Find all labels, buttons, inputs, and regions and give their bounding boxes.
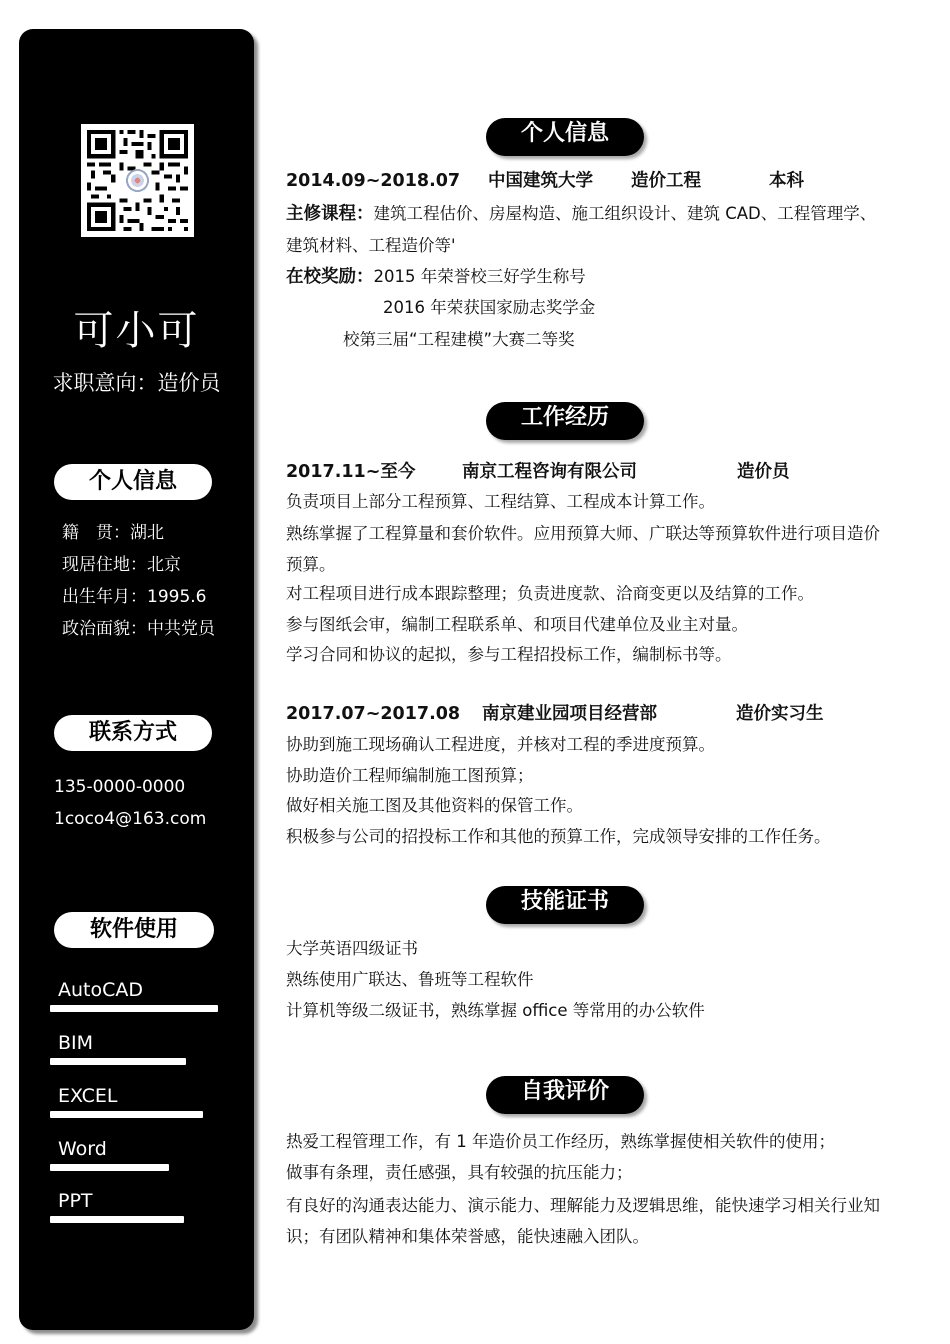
- job-duty: 协助到施工现场确认工程进度，并核对工程的季进度预算。: [286, 735, 715, 754]
- personal-info-list: [62, 520, 215, 648]
- award-item: 2016 年荣获国家励志奖学金: [383, 298, 596, 317]
- job-duty: 协助造价工程师编制施工图预算；: [286, 766, 534, 785]
- skill-bar-fill: [50, 1216, 184, 1223]
- skill-bar: [50, 1216, 218, 1223]
- job-period: 2017.07~2017.08: [286, 704, 461, 724]
- skill-ppt: [50, 1186, 220, 1223]
- job-duty: 参与图纸会审，编制工程联系单、和项目代建单位及业主对量。: [286, 615, 748, 634]
- self-eval-item: 热爱工程管理工作，有 1 年造价员工作经历，熟练掌握使相关软件的使用；: [286, 1132, 835, 1151]
- skill-name: Word: [58, 1138, 107, 1160]
- self-eval-item: 有良好的沟通表达能力、演示能力、理解能力及逻辑思维，能快速学习相关行业知识；有团队精神和集体荣誉感，能快速融入团队。: [286, 1196, 880, 1246]
- skill-excel: [50, 1081, 220, 1118]
- education-heading: 个人信息: [486, 118, 644, 156]
- job-position: 造价员: [737, 462, 790, 482]
- skill-name: AutoCAD: [58, 979, 144, 1001]
- skill-bar: [50, 1005, 218, 1012]
- education-period: 2014.09~2018.07: [286, 171, 461, 191]
- job-period: 2017.11~至今: [286, 462, 416, 482]
- education-major: 造价工程: [631, 171, 701, 191]
- awards-label: 在校奖励：: [286, 267, 374, 287]
- job-duty: 对工程项目进行成本跟踪整理；负责进度款、洽商变更以及结算的工作。: [286, 584, 814, 603]
- candidate-name: 可小可: [73, 308, 200, 354]
- skill-bim: [50, 1028, 220, 1065]
- job-intent: 求职意向：造价员: [52, 371, 221, 395]
- education-degree: 本科: [769, 171, 804, 191]
- skill-bar-fill: [50, 1164, 169, 1171]
- info-residence: 现居住地：北京: [62, 555, 181, 575]
- info-birth: 出生年月：1995.6: [62, 587, 207, 607]
- job-header-row: [286, 461, 886, 483]
- job-header-row: [286, 703, 886, 725]
- contact-phone[interactable]: 135-0000-0000: [54, 777, 186, 797]
- courses-text: 建筑工程估价、房屋构造、施工组织设计、建筑 CAD、工程管理学、建筑材料、工程造价等': [286, 204, 877, 255]
- skill-word: [50, 1134, 220, 1171]
- skill-bar-fill: [50, 1058, 186, 1065]
- contact-email[interactable]: 1coco4@163.com: [54, 809, 207, 829]
- cert-item: 熟练使用广联达、鲁班等工程软件: [286, 970, 534, 989]
- self-eval-item: 做事有条理，责任感强，具有较强的抗压能力；: [286, 1163, 633, 1182]
- job-company: 南京工程咨询有限公司: [462, 462, 637, 482]
- job-duty: 熟练掌握了工程算量和套价软件。应用预算大师、广联达等预算软件进行项目造价预算。: [286, 524, 880, 574]
- cert-item: 大学英语四级证书: [286, 939, 418, 958]
- info-politics: 政治面貌：中共党员: [62, 619, 215, 639]
- work-heading: 工作经历: [486, 402, 644, 440]
- software-heading: 软件使用: [54, 912, 214, 948]
- job-position: 造价实习生: [736, 704, 824, 724]
- skill-name: EXCEL: [58, 1085, 118, 1107]
- education-header-row: [286, 170, 886, 192]
- education-awards-row: [286, 266, 586, 288]
- cert-item: 计算机等级二级证书，熟练掌握 office 等常用的办公软件: [286, 1001, 705, 1020]
- award-item: 校第三届“工程建模”大赛二等奖: [343, 330, 575, 349]
- personal-info-heading: 个人信息: [54, 464, 212, 500]
- self-eval-heading: 自我评价: [486, 1076, 644, 1114]
- skill-bar-fill: [50, 1005, 218, 1012]
- skill-name: BIM: [58, 1032, 94, 1054]
- contact-list: [54, 773, 206, 837]
- skill-bar: [50, 1058, 218, 1065]
- education-school: 中国建筑大学: [488, 171, 593, 191]
- skill-autocad: [50, 975, 220, 1012]
- job-duty: 学习合同和协议的起拟，参与工程招投标工作，编制标书等。: [286, 645, 732, 664]
- job-duty: 积极参与公司的招投标工作和其他的预算工作，完成领导安排的工作任务。: [286, 827, 831, 846]
- job-duty: 做好相关施工图及其他资料的保管工作。: [286, 796, 583, 815]
- award-item: 2015 年荣誉校三好学生称号: [373, 267, 586, 286]
- contact-heading: 联系方式: [54, 715, 212, 751]
- qr-code-icon: [87, 130, 188, 231]
- skill-bar: [50, 1111, 218, 1118]
- qr-code[interactable]: [81, 124, 194, 237]
- skills-cert-heading: 技能证书: [486, 886, 644, 924]
- skill-name: PPT: [58, 1190, 93, 1212]
- sidebar: [19, 29, 254, 1330]
- skill-bar-fill: [50, 1111, 203, 1118]
- info-native-place: 籍 贯：湖北: [62, 523, 164, 543]
- job-duty: 负责项目上部分工程预算、工程结算、工程成本计算工作。: [286, 492, 715, 511]
- skill-bar: [50, 1164, 218, 1171]
- education-courses: [286, 198, 886, 261]
- courses-label: 主修课程：: [286, 204, 374, 224]
- job-company: 南京建业园项目经营部: [482, 704, 657, 724]
